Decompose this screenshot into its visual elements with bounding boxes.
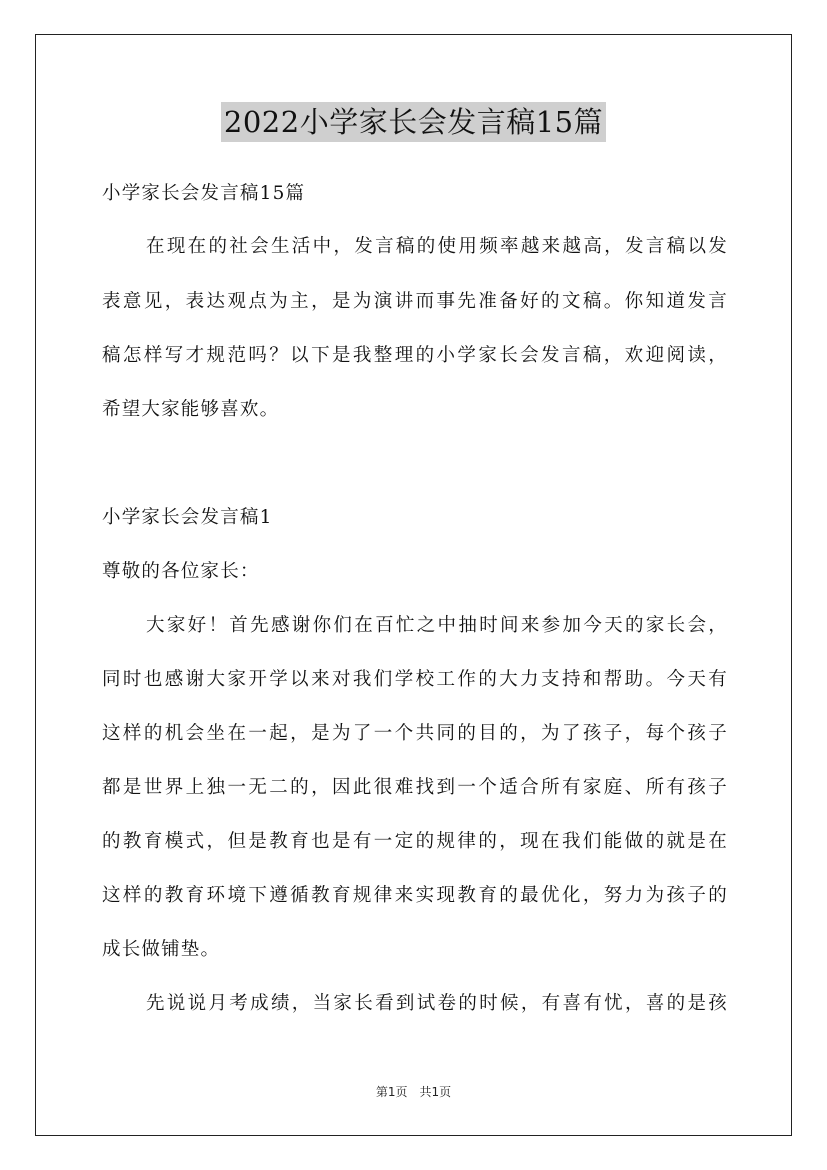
intro-line: 表意见，表达观点为主，是为演讲而事先准备好的文稿。你知道发言 [102, 291, 728, 312]
body-line: 的教育模式，但是教育也是有一定的规律的，现在我们能做的就是在 [102, 831, 728, 852]
body-line: 大家好！首先感谢你们在百忙之中抽时间来参加今天的家长会， [146, 615, 728, 636]
intro-line: 稿怎样写才规范吗？以下是我整理的小学家长会发言稿，欢迎阅读， [102, 345, 728, 366]
intro-line: 希望大家能够喜欢。 [102, 399, 280, 420]
page-footer: 第1页 共1页 [375, 1085, 452, 1099]
intro-line: 在现在的社会生活中，发言稿的使用频率越来越高，发言稿以发 [146, 236, 728, 257]
title-container [0, 102, 827, 142]
document-title: 2022小学家长会发言稿15篇 [221, 102, 606, 142]
section-heading: 小学家长会发言稿1 [102, 507, 273, 528]
body-line: 先说说月考成绩，当家长看到试卷的时候，有喜有忧，喜的是孩 [146, 993, 728, 1014]
body-line: 同时也感谢大家开学以来对我们学校工作的大力支持和帮助。今天有 [102, 669, 728, 690]
body-line: 成长做铺垫。 [102, 939, 221, 960]
subtitle: 小学家长会发言稿15篇 [102, 183, 306, 204]
body-line: 这样的教育环境下遵循教育规律来实现教育的最优化，努力为孩子的 [102, 885, 728, 906]
body-line: 这样的机会坐在一起，是为了一个共同的目的，为了孩子，每个孩子 [102, 723, 728, 744]
body-line: 都是世界上独一无二的，因此很难找到一个适合所有家庭、所有孩子 [102, 777, 728, 798]
salutation: 尊敬的各位家长： [102, 561, 260, 582]
